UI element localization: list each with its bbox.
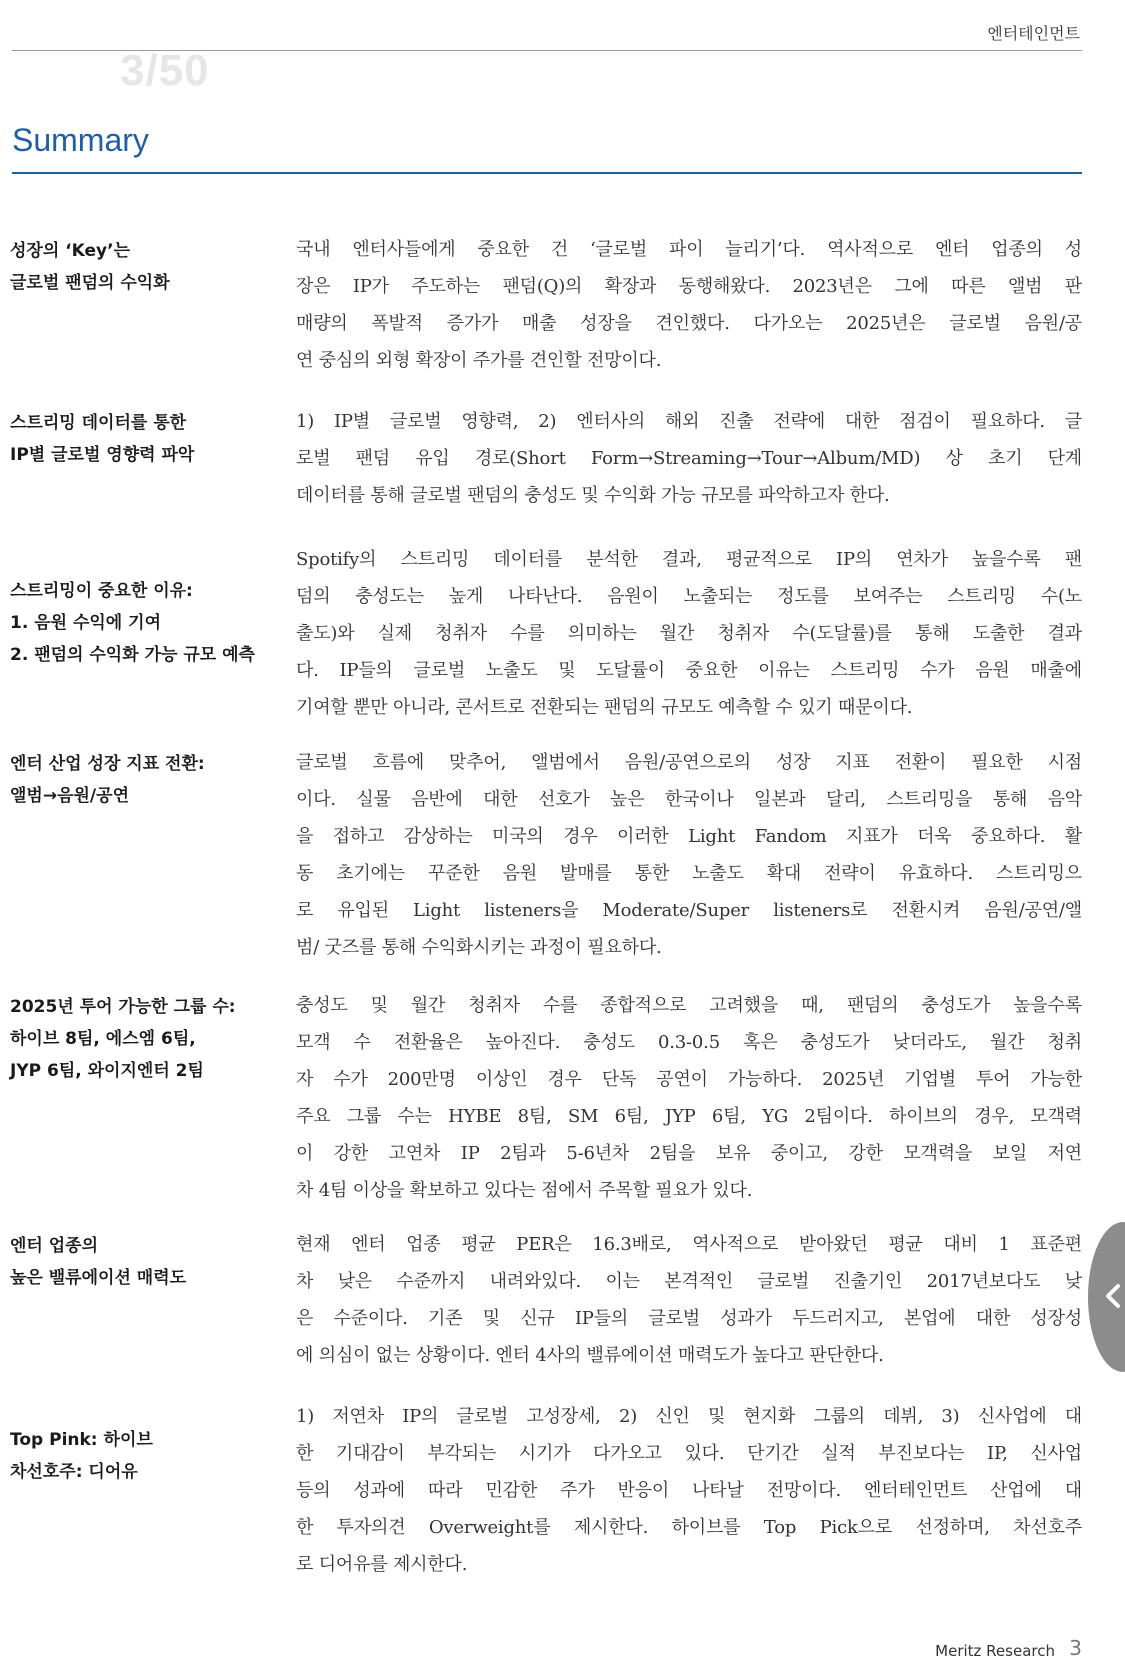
section-sidebar-label (10, 235, 280, 299)
body-line: 한 투자의견 Overweight를 제시한다. 하이브를 Top Pick으로 선정하며, 차선호주 (296, 1517, 1082, 1538)
sidebar-line: 2025년 투어 가능한 그룹 수: (10, 997, 236, 1017)
body-line: 자 수가 200만명 이상인 경우 단독 공연이 가능하다. 2025년 기업별 투어 가능한 (296, 1069, 1082, 1090)
body-line: 덤의 충성도는 높게 나타난다. 음원이 노출되는 정도를 보여주는 스트리밍 수(노 (296, 586, 1082, 607)
section-sidebar-label (10, 748, 280, 812)
section-sidebar-label (10, 407, 280, 471)
body-line: 충성도 및 월간 청취자 수를 종합적으로 고려했을 때, 팬덤의 충성도가 높을수록 (296, 995, 1082, 1016)
sidebar-line: 높은 밸류에이션 매력도 (10, 1268, 187, 1288)
body-line: 을 접하고 감상하는 미국의 경우 이러한 Light Fandom 지표가 더욱 중요하다. 활 (296, 826, 1082, 847)
body-line: 로 유입된 Light listeners을 Moderate/Super listeners로 전환시켜 음원/공연/앨 (296, 900, 1082, 921)
header-category: 엔터테인먼트 (987, 24, 1080, 43)
body-line: 차 4팀 이상을 확보하고 있다는 점에서 주목할 필요가 있다. (296, 1180, 753, 1201)
body-line: 연 중심의 외형 확장이 주가를 견인할 전망이다. (296, 350, 662, 371)
sidebar-line: 글로벌 팬덤의 수익화 (10, 273, 170, 293)
sidebar-line: 앨범→음원/공연 (10, 786, 129, 806)
body-line: 한 기대감이 부각되는 시기가 다가오고 있다. 단기간 실적 부진보다는 IP, 신사업 (296, 1443, 1082, 1464)
section-body-text (296, 403, 1082, 514)
chevron-left-icon-svg (1100, 1278, 1125, 1314)
page-counter: 3/50 (120, 46, 210, 95)
body-line: 범/ 굿즈를 통해 수익화시키는 과정이 필요하다. (296, 937, 662, 958)
body-line: 현재 엔터 업종 평균 PER은 16.3배로, 역사적으로 받아왔던 평균 대비 1 표준편 (296, 1234, 1082, 1255)
chevron-left-icon[interactable] (1100, 1278, 1125, 1314)
sidebar-line: 1. 음원 수익에 기여 (10, 613, 161, 633)
section-body-text (296, 987, 1082, 1209)
page-title: Summary (12, 122, 149, 158)
body-line: 은 수준이다. 기존 및 신규 IP들의 글로벌 성과가 두드러지고, 본업에 대한 성장성 (296, 1308, 1082, 1329)
section-sidebar-label (10, 1424, 280, 1488)
section-sidebar-label (10, 991, 280, 1087)
body-line: 매량의 폭발적 증가가 매출 성장을 견인했다. 다가오는 2025년은 글로벌 음원/공 (296, 313, 1082, 334)
section-body-text (296, 744, 1082, 966)
body-line: 주요 그룹 수는 HYBE 8팀, SM 6팀, JYP 6팀, YG 2팀이다. 하이브의 경우, 모객력 (296, 1106, 1082, 1127)
body-line: 다. IP들의 글로벌 노출도 및 도달률이 중요한 이유는 스트리밍 수가 음원 매출에 (296, 660, 1082, 681)
title-divider (12, 172, 1082, 174)
sidebar-line: Top Pink: 하이브 (10, 1430, 153, 1450)
sidebar-line: 스트리밍이 중요한 이유: (10, 581, 193, 601)
body-line: 국내 엔터사들에게 중요한 건 ‘글로벌 파이 늘리기’다. 역사적으로 엔터 업종의 성 (296, 239, 1082, 260)
body-line: 동 초기에는 꾸준한 음원 발매를 통한 노출도 확대 전략이 유효하다. 스트리밍으 (296, 863, 1082, 884)
sidebar-line: 엔터 업종의 (10, 1236, 99, 1256)
body-line: 출도)와 실제 청취자 수를 의미하는 월간 청취자 수(도달률)를 통해 도출한 결과 (296, 623, 1082, 644)
section-body-text (296, 1398, 1082, 1583)
section-sidebar-label (10, 575, 280, 671)
body-line: 1) IP별 글로벌 영향력, 2) 엔터사의 해외 진출 전략에 대한 점검이 필요하다. 글 (296, 411, 1082, 432)
body-line: 로 디어유를 제시한다. (296, 1554, 468, 1575)
body-line: 이다. 실물 음반에 대한 선호가 높은 한국이나 일본과 달리, 스트리밍을 통해 음악 (296, 789, 1082, 810)
body-line: 이 강한 고연차 IP 2팀과 5-6년차 2팀을 보유 중이고, 강한 모객력을 보일 저연 (296, 1143, 1082, 1164)
section-body-text (296, 1226, 1082, 1374)
footer-page-number: 3 (1069, 1636, 1082, 1660)
body-line: 글로벌 흐름에 맞추어, 앨범에서 음원/공연으로의 성장 지표 전환이 필요한 시점 (296, 752, 1082, 773)
sidebar-line: 성장의 ‘Key’는 (10, 241, 131, 261)
section-body-text (296, 541, 1082, 726)
body-line: Spotify의 스트리밍 데이터를 분석한 결과, 평균적으로 IP의 연차가 높을수록 팬 (296, 549, 1082, 570)
sidebar-line: 하이브 8팀, 에스엠 6팀, (10, 1029, 196, 1049)
sidebar-line: 엔터 산업 성장 지표 전환: (10, 754, 205, 774)
body-line: 장은 IP가 주도하는 팬덤(Q)의 확장과 동행해왔다. 2023년은 그에 따른 앨범 판 (296, 276, 1083, 297)
sidebar-line: 2. 팬덤의 수익화 가능 규모 예측 (10, 645, 255, 665)
sidebar-line: JYP 6팀, 와이지엔터 2팀 (10, 1061, 204, 1081)
body-line: 등의 성과에 따라 민감한 주가 반응이 나타날 전망이다. 엔터테인먼트 산업에 대 (296, 1480, 1082, 1501)
body-line: 로벌 팬덤 유입 경로(Short Form→Streaming→Tour→Album/MD) 상 초기 단계 (296, 448, 1082, 469)
footer-brand: Meritz Research (935, 1642, 1055, 1660)
body-line: 기여할 뿐만 아니라, 콘서트로 전환되는 팬덤의 규모도 예측할 수 있기 때문이다. (296, 697, 913, 718)
sidebar-line: 스트리밍 데이터를 통한 (10, 413, 187, 433)
body-line: 데이터를 통해 글로벌 팬덤의 충성도 및 수익화 가능 규모를 파악하고자 한다. (296, 485, 890, 506)
sidebar-line: 차선호주: 디어유 (10, 1462, 138, 1482)
body-line: 1) 저연차 IP의 글로벌 고성장세, 2) 신인 및 현지화 그룹의 데뷔, 3) 신사업에 대 (296, 1406, 1082, 1427)
sidebar-line: IP별 글로벌 영향력 파악 (10, 445, 195, 465)
section-sidebar-label (10, 1230, 280, 1294)
body-line: 에 의심이 없는 상황이다. 엔터 4사의 밸류에이션 매력도가 높다고 판단한다. (296, 1345, 884, 1366)
body-line: 차 낮은 수준까지 내려와있다. 이는 본격적인 글로벌 진출기인 2017년보다도 낮 (296, 1271, 1082, 1292)
body-line: 모객 수 전환율은 높아진다. 충성도 0.3-0.5 혹은 충성도가 낮더라도, 월간 청취 (296, 1032, 1082, 1053)
section-body-text (296, 231, 1082, 379)
